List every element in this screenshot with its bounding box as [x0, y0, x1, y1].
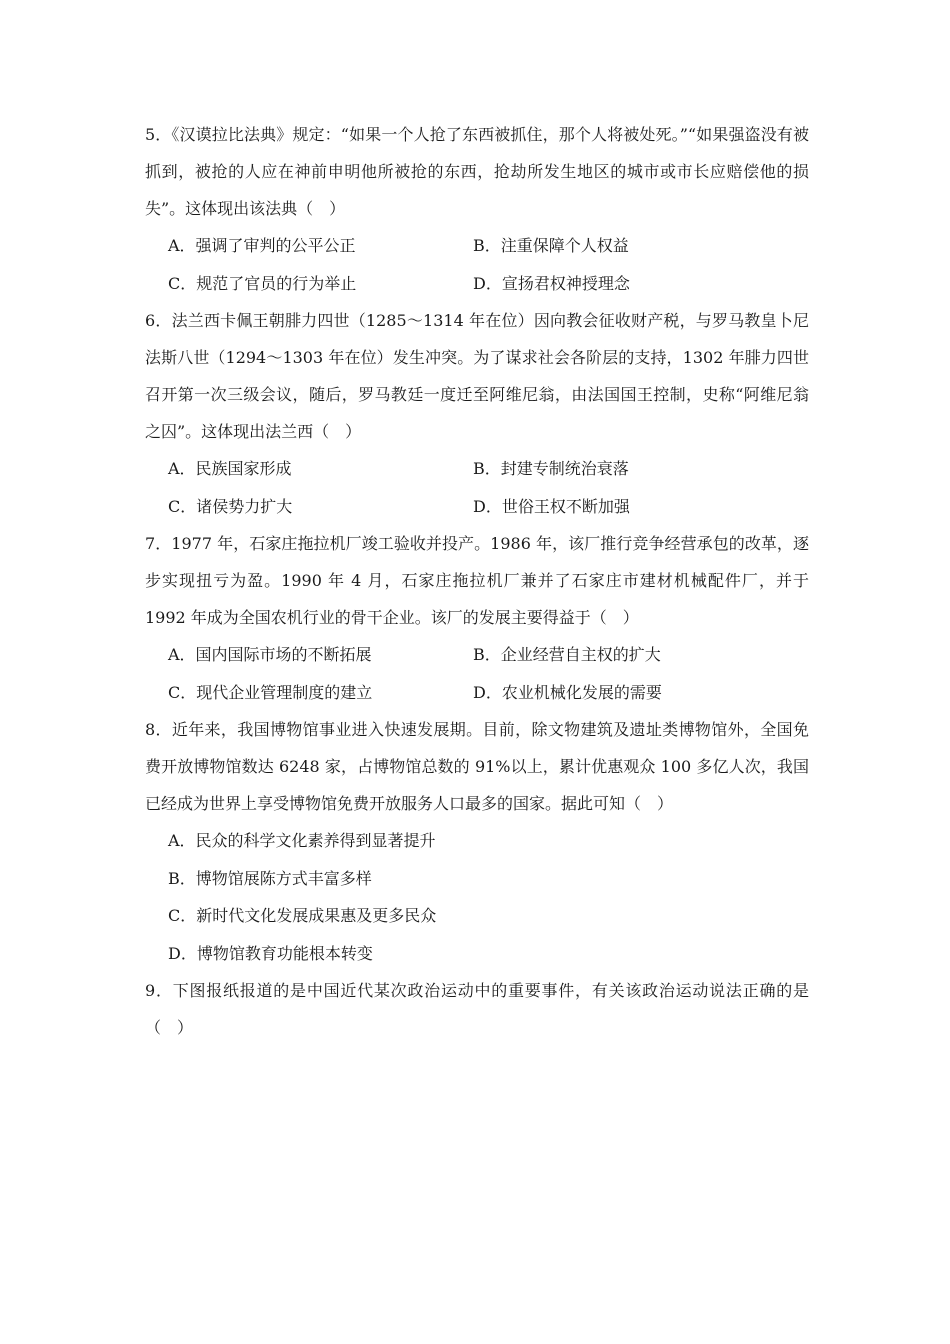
- question-stem: 8．近年来，我国博物馆事业进入快速发展期。目前，除文物建筑及遗址类博物馆外，全国免费开放博物馆数达 6248 家，占博物馆总数的 91%以上，累计优惠观众 100 多亿人次，我国已经成为世界上享受博物馆免费开放服务人口最多的国家。据此可知（ ）: [145, 720, 809, 813]
- options-list: [168, 822, 809, 972]
- option-a[interactable]: A．民众的科学文化素养得到显著提升: [168, 831, 436, 850]
- question-7: [145, 525, 809, 711]
- question-stem: 9．下图报纸报道的是中国近代某次政治运动中的重要事件，有关该政治运动说法正确的是（ ）: [145, 981, 809, 1037]
- options-grid: [168, 227, 809, 302]
- exam-page: [145, 116, 809, 1046]
- question-6: [145, 302, 809, 525]
- option-a[interactable]: A．国内国际市场的不断拓展: [168, 645, 372, 664]
- option-d[interactable]: D．农业机械化发展的需要: [473, 682, 662, 702]
- question-9: [145, 972, 809, 1046]
- option-c[interactable]: C．现代企业管理制度的建立: [168, 682, 373, 702]
- question-stem: 7．1977 年，石家庄拖拉机厂竣工验收并投产。1986 年，该厂推行竞争经营承包的改革，逐步实现扭亏为盈。1990 年 4 月，石家庄拖拉机厂兼并了石家庄市建材机械配件厂，并于 1992 年成为全国农机行业的骨干企业。该厂的发展主要得益于（ ）: [145, 534, 809, 627]
- option-c[interactable]: C．规范了官员的行为举止: [168, 273, 357, 293]
- option-b[interactable]: B．企业经营自主权的扩大: [473, 645, 661, 664]
- question-stem: 5．《汉谟拉比法典》规定：“如果一个人抢了东西被抓住，那个人将被处死。”“如果强盗没有被抓到，被抢的人应在神前申明他所被抢的东西，抢劫所发生地区的城市或市长应赔偿他的损失”。这体现出该法典（ ）: [145, 125, 809, 218]
- option-b[interactable]: B．注重保障个人权益: [473, 236, 629, 255]
- question-5: [145, 116, 809, 302]
- option-d[interactable]: D．世俗王权不断加强: [473, 496, 630, 516]
- option-c[interactable]: C．诸侯势力扩大: [168, 496, 293, 516]
- option-a[interactable]: A．民族国家形成: [168, 459, 292, 478]
- options-grid: [168, 636, 809, 711]
- option-b[interactable]: B．封建专制统治衰落: [473, 459, 629, 478]
- question-stem: 6．法兰西卡佩王朝腓力四世（1285～1314 年在位）因向教会征收财产税，与罗马教皇卜尼法斯八世（1294～1303 年在位）发生冲突。为了谋求社会各阶层的支持，1302 年腓力四世召开第一次三级会议，随后，罗马教廷一度迁至阿维尼翁，由法国国王控制，史称“阿维尼翁之囚”。这体现出法兰西（ ）: [145, 311, 809, 441]
- option-d[interactable]: D．博物馆教育功能根本转变: [168, 943, 373, 963]
- option-b[interactable]: B．博物馆展陈方式丰富多样: [168, 868, 372, 888]
- option-d[interactable]: D．宣扬君权神授理念: [473, 273, 630, 293]
- options-grid: [168, 450, 809, 525]
- option-c[interactable]: C．新时代文化发展成果惠及更多民众: [168, 906, 437, 925]
- question-8: [145, 711, 809, 972]
- option-a[interactable]: A．强调了审判的公平公正: [168, 236, 356, 255]
